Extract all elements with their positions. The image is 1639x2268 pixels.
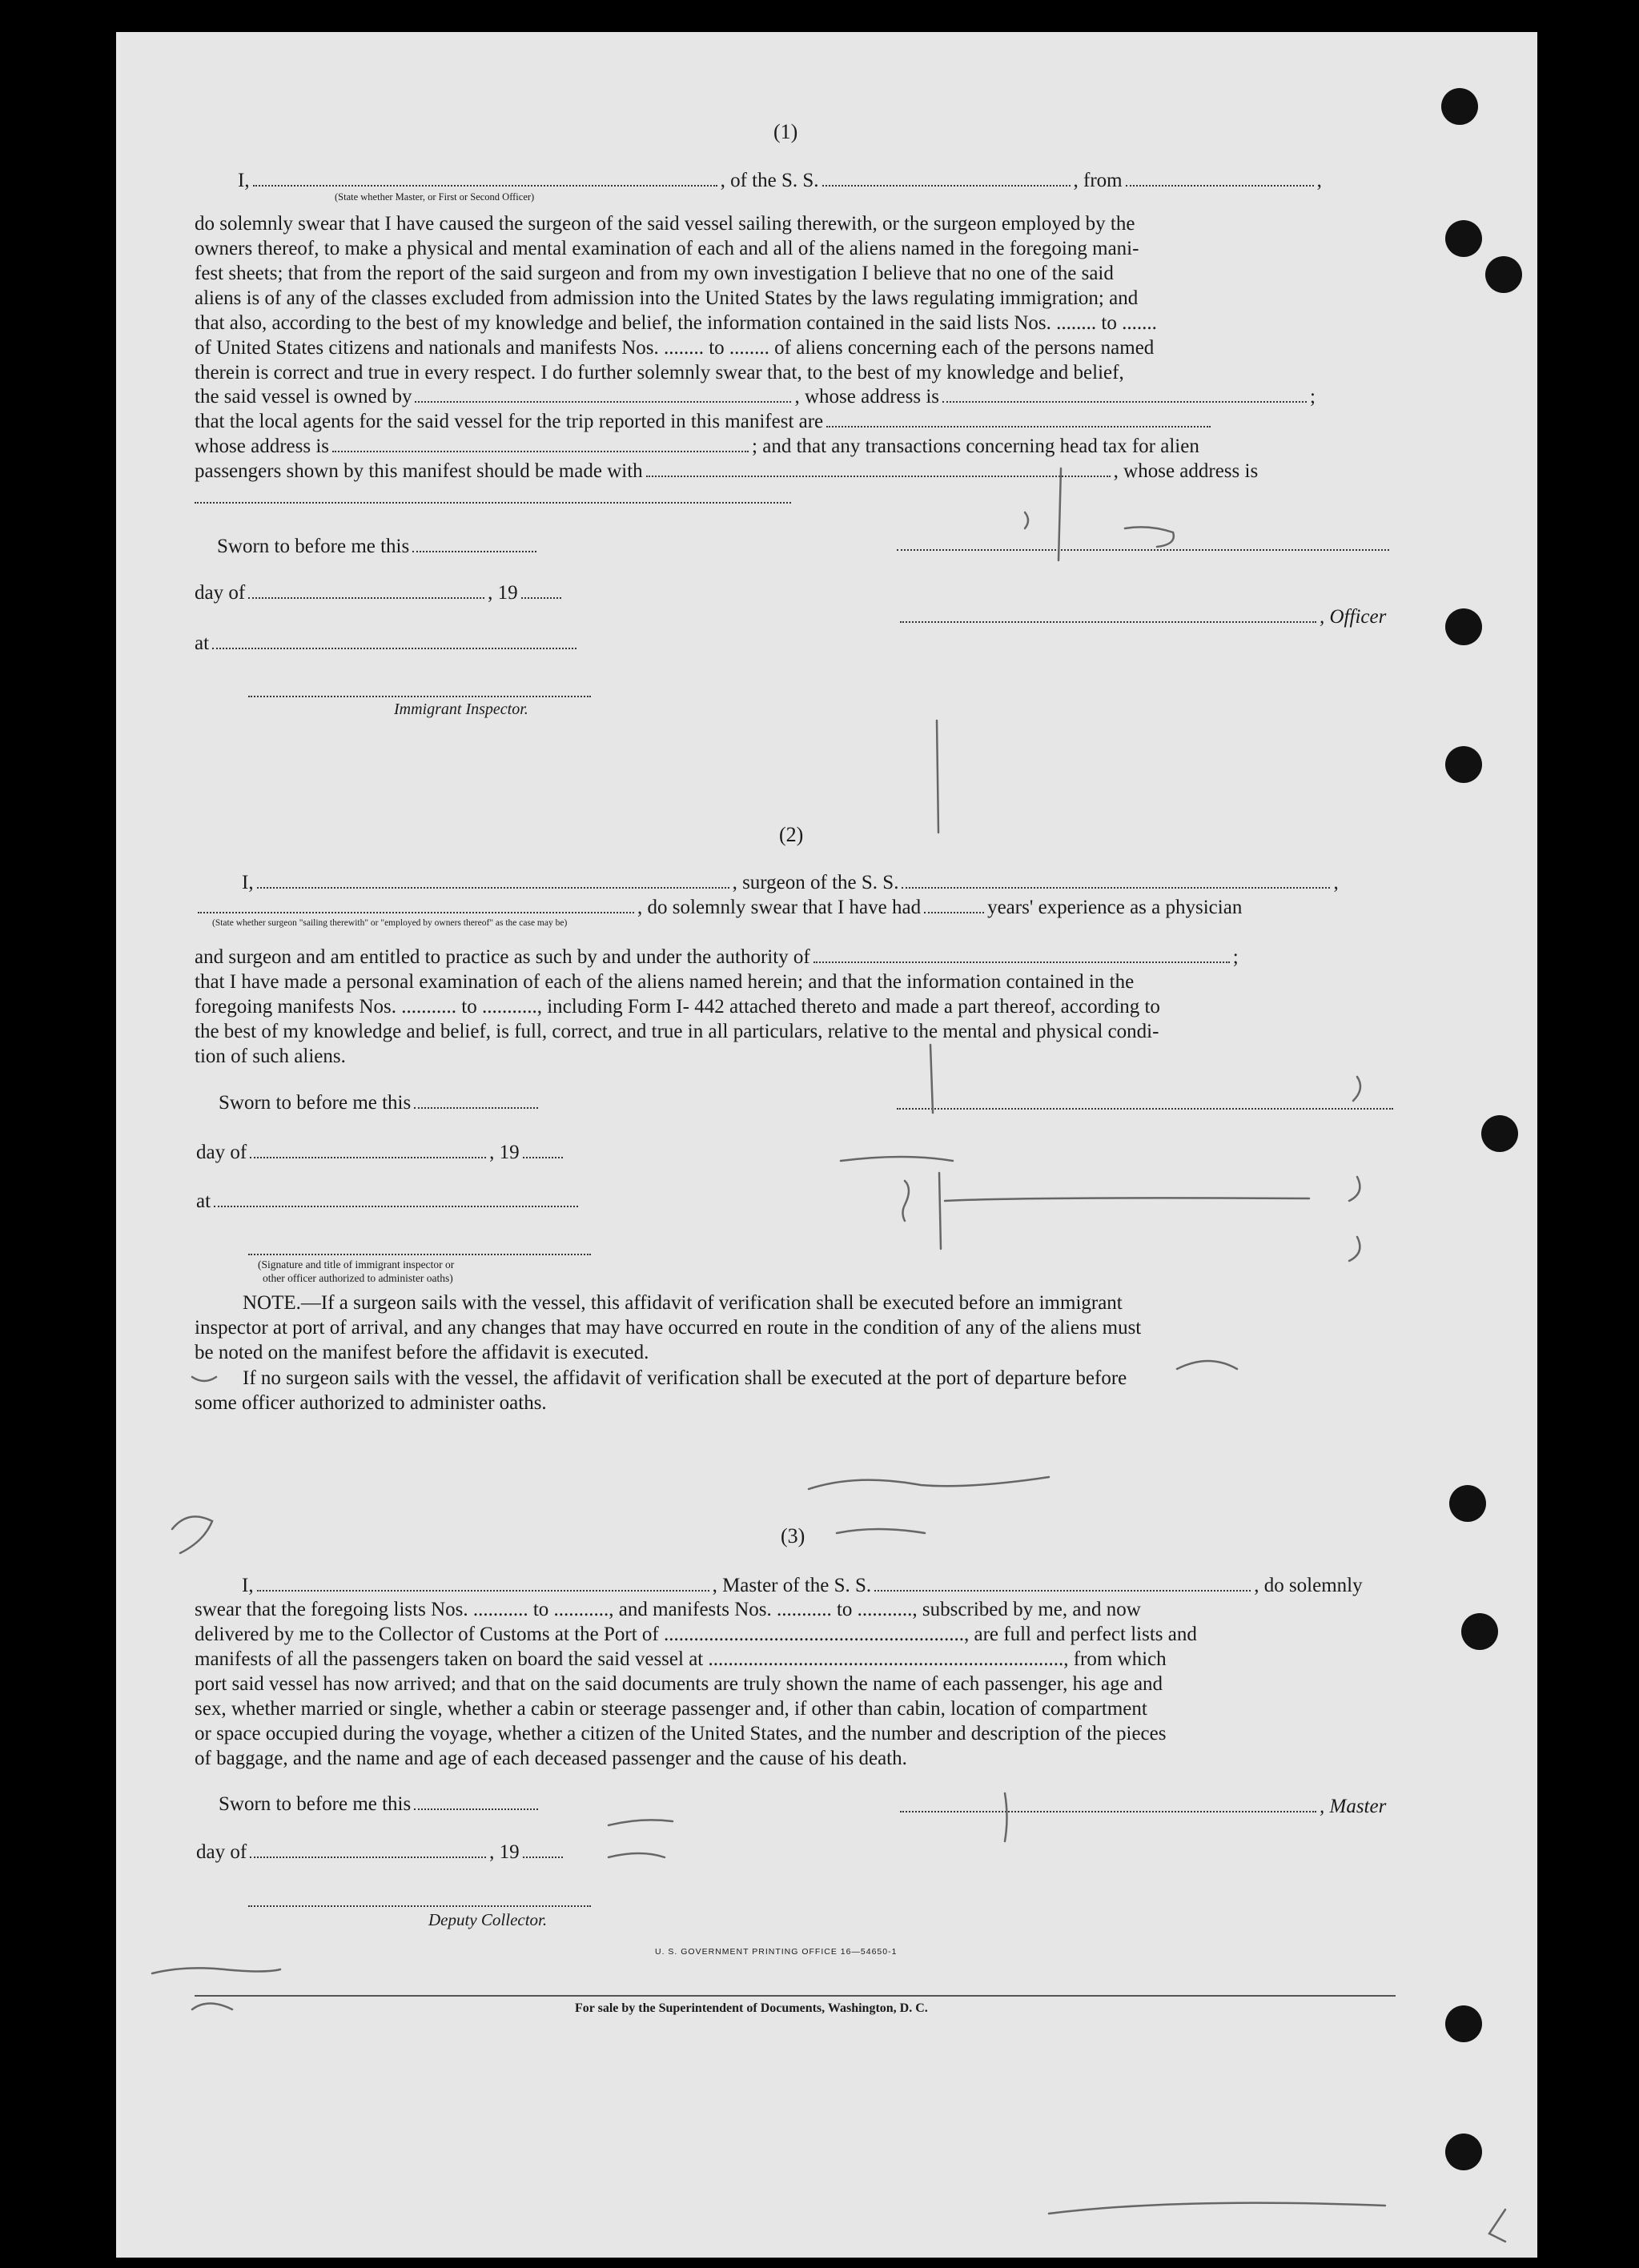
printing-office: U. S. GOVERNMENT PRINTING OFFICE 16—54650-1 — [655, 1947, 898, 1957]
experience-line: , do solemnly swear that I have had years' experience as a physician — [195, 897, 1242, 917]
officer-line: , Officer — [897, 607, 1386, 627]
agent-address-line: whose address is ; and that any transactions concerning head tax for alien — [195, 436, 1199, 457]
signer-title: Deputy Collector. — [428, 1910, 548, 1929]
master-signature-line: , Master — [897, 1796, 1386, 1816]
punch-hole — [1445, 608, 1482, 645]
agents-line: that the local agents for the said vessel for the trip reported in this manifest are — [195, 411, 1214, 432]
punch-hole — [1485, 256, 1522, 293]
punch-hole — [1445, 2134, 1482, 2170]
sworn-line: Sworn to before me this — [219, 1093, 541, 1113]
note-paragraph: NOTE.—If a surgeon sails with the vessel, this affidavit of verification shall be executed before an immigrant inspector at port of arrival, and any changes that may have occurred en route in the condition of any of the aliens must be noted on the manifest before the affidavit is executed. — [195, 1292, 1142, 1363]
signer-title: Immigrant Inspector. — [394, 700, 528, 718]
oath-body: do solemnly swear that I have caused the surgeon of the said vessel sailing therewith, or the surgeon employed by the owners thereof, to make a physical and mental examination of each and all of the aliens named in the foregoing mani- fest sheets; that from the report of the said surgeon and from my own investigation I believe that no one of the said aliens is of any of the classes excluded from admission into the United States by the laws regulating immigration; and that also, according to the best of my knowledge and belief, the information contained in the said lists Nos. ........ to ....... of United States citizens and nationals and manifests Nos. ........ to ........ of aliens concerning each of the persons named therein is correct and true in every respect. I do further solemnly swear that, to the best of my knowledge and belief, — [195, 213, 1157, 383]
footer-rule — [195, 1995, 1396, 1997]
section-number: (1) — [773, 120, 798, 143]
head-tax-line: passengers shown by this manifest should be made with , whose address is — [195, 460, 1259, 482]
collector-signature-blank — [248, 1905, 591, 1907]
owner-line: the said vessel is owned by , whose address is ; — [195, 386, 1316, 407]
sworn-line: Sworn to before me this — [219, 1794, 541, 1814]
oath-line: I, , of the S. S. , from , — [238, 170, 1322, 191]
sworn-line: Sworn to before me this — [217, 536, 540, 556]
field-note: (State whether surgeon "sailing therewith" or "employed by owners thereof" as the case may be) — [212, 918, 568, 928]
punch-hole — [1445, 746, 1482, 783]
field-note: (State whether Master, or First or Second Officer) — [335, 191, 535, 203]
section-number: (3) — [781, 1524, 805, 1547]
note-paragraph: If no surgeon sails with the vessel, the affidavit of verification shall be executed at the port of departure before some officer authorized to administer oaths. — [195, 1367, 1127, 1414]
inspector-signature-blank — [248, 696, 591, 697]
at-line: at — [196, 1191, 581, 1211]
address-blank — [195, 502, 791, 504]
inspector-signature-blank — [248, 1254, 591, 1255]
punch-hole — [1445, 220, 1482, 257]
surgeon-line: I, , surgeon of the S. S. , — [242, 872, 1339, 893]
signer-note: (Signature and title of immigrant inspector or — [258, 1258, 455, 1270]
signature-blank — [897, 1108, 1393, 1110]
signer-note: other officer authorized to administer oaths) — [263, 1272, 453, 1284]
punch-hole — [1441, 88, 1478, 125]
surgeon-body: and surgeon and am entitled to practice as such by and under the authority of ; that I have made a personal examination of each of the aliens named herein; and that the information contained in the foregoing manifests Nos. ........... to ..........., including Form I- 442 attached thereto and made a part thereof, according to the best of my knowledge and belief, is full, correct, and true in all particulars, relative to the mental and physical condi- tion of such aliens. — [195, 946, 1239, 1067]
punch-hole — [1481, 1115, 1518, 1152]
master-body: swear that the foregoing lists Nos. ........... to ..........., and manifests Nos. ........... to ..........., subscribed by me, and now delivered by me to the Collector of Customs at the Port of ............................................................, are full and perfect lists and manifests of all the passengers taken on board the said vessel at ......................................................................., from which port said vessel has now arrived; and that on the said documents are truly shown the name of each passenger, his age and sex, whether married or single, whether a cabin or steerage passenger and, if other than cabin, location of compartment or space occupied during the voyage, whether a citizen of the United States, and the number and description of the pieces of baggage, and the name and age of each deceased passenger and the cause of his death. — [195, 1599, 1197, 1769]
master-line: I, , Master of the S. S. , do solemnly — [242, 1575, 1363, 1596]
signature-blank — [897, 549, 1389, 551]
sale-notice: For sale by the Superintendent of Documents, Washington, D. C. — [575, 2001, 928, 2015]
punch-hole — [1461, 1613, 1498, 1650]
day-line: day of , 19 — [196, 1842, 566, 1862]
at-line: at — [195, 633, 580, 653]
day-line: day of , 19 — [195, 583, 564, 603]
section-number: (2) — [779, 823, 804, 846]
punch-hole — [1449, 1485, 1486, 1522]
punch-hole — [1445, 2005, 1482, 2042]
day-line: day of , 19 — [196, 1142, 566, 1162]
